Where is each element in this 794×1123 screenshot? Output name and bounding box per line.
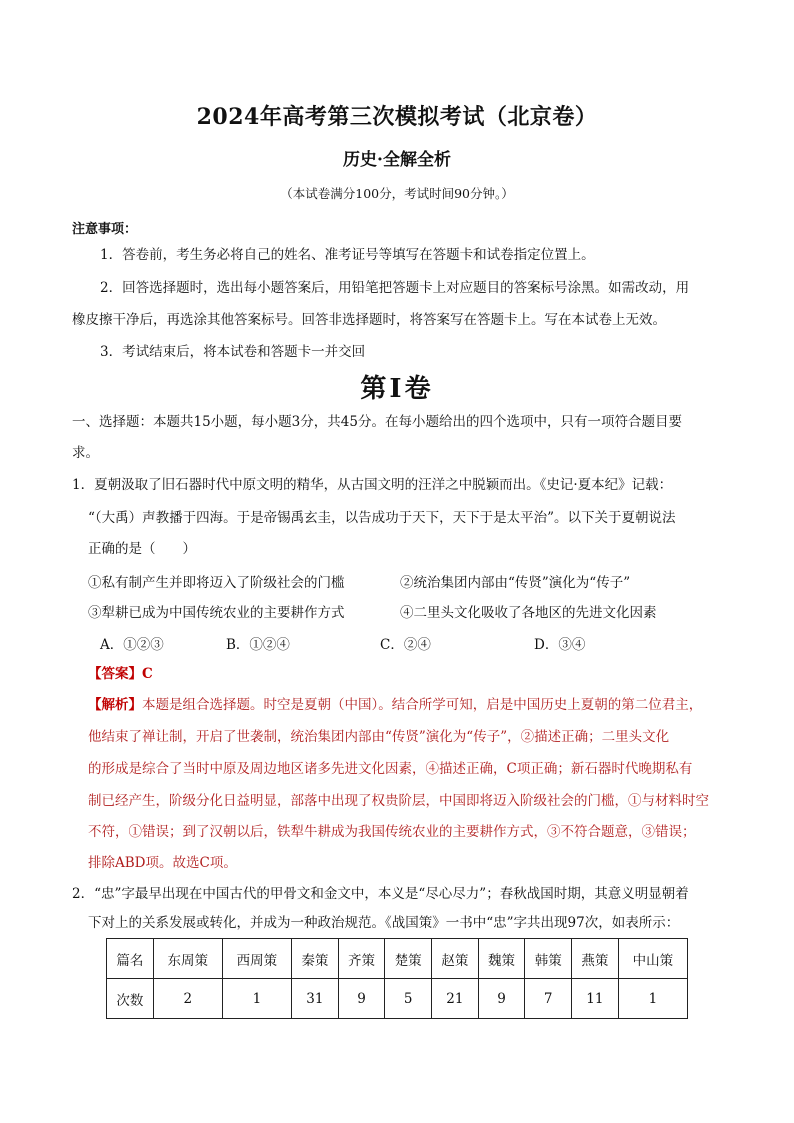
table-header-cell: 中山策: [618, 939, 687, 979]
question-2-stem: 下对上的关系发展或转化，并成为一种政治规范。《战国策》一书中“忠”字共出现97次，如表所示：: [88, 915, 680, 931]
table-header-cell: 魏策: [478, 939, 525, 979]
table-cell: 次数: [107, 979, 154, 1019]
section-intro: 求。: [72, 445, 99, 461]
notice-item: 1．答卷前，考生务必将自己的姓名、准考证号等填写在答题卡和试卷指定位置上。: [100, 247, 595, 263]
table-header-cell: 楚策: [385, 939, 432, 979]
table-cell: 1: [222, 979, 291, 1019]
question-1-stem: “（大禹）声教播于四海。于是帝锡禹玄圭，以告成功于天下，天下于是太平治”。以下关于夏朝说法: [88, 510, 676, 526]
page-title: 2024年高考第三次模拟考试（北京卷）: [196, 104, 598, 130]
table-header-cell: 东周策: [153, 939, 222, 979]
table-header-cell: 篇名: [107, 939, 154, 979]
analysis-line: 不符，①错误；到了汉朝以后，铁犁牛耕成为我国传统农业的主要耕作方式，③不符合题意，③错误；: [88, 824, 696, 840]
table-header-cell: 赵策: [432, 939, 479, 979]
statement-2: ②统治集团内部由“传贤”演化为“传子”: [400, 575, 631, 591]
answer-value: C: [142, 666, 153, 682]
analysis-line: 排除ABD项。故选C项。: [88, 855, 237, 871]
table-cell: 9: [338, 979, 385, 1019]
analysis-line: 的形成是综合了当时中原及周边地区诸多先进文化因素，④描述正确，C项正确；新石器时代晚期私有: [88, 761, 693, 777]
statement-1: ①私有制产生并即将迈入了阶级社会的门槛: [88, 575, 345, 591]
table-row: [107, 979, 688, 1019]
analysis-line: 制已经产生，阶级分化日益明显，部落中出现了权贵阶层，中国即将迈入阶级社会的门槛，①与材料时空: [88, 793, 709, 809]
table-header-cell: 韩策: [525, 939, 572, 979]
table-cell: 7: [525, 979, 572, 1019]
notice-item: 橡皮擦干净后，再选涂其他答案标号。回答非选择题时，将答案写在答题卡上。写在本试卷上无效。: [72, 312, 666, 328]
table-header-cell: 西周策: [222, 939, 291, 979]
statement-3: ③犁耕已成为中国传统农业的主要耕作方式: [88, 605, 345, 621]
answer-line: [88, 664, 153, 684]
table-cell: 2: [153, 979, 222, 1019]
answer-label: 【答案】: [88, 666, 142, 682]
table-header-cell: 燕策: [572, 939, 619, 979]
question-2-stem: 2．“忠”字最早出现在中国古代的甲骨文和金文中，本义是“尽心尽力”；春秋战国时期，其意义明显朝着: [72, 886, 689, 902]
table-cell: 11: [572, 979, 619, 1019]
table-cell: 1: [618, 979, 687, 1019]
section-intro: 一、选择题：本题共15小题，每小题3分，共45分。在每小题给出的四个选项中，只有一项符合题目要: [72, 414, 682, 430]
analysis-line: 他结束了禅让制，开启了世袭制，统治集团内部由“传贤”演化为“传子”，②描述正确；二里头文化: [88, 729, 670, 745]
table-cell: 31: [292, 979, 339, 1019]
notice-item: 2．回答选择题时，选出每小题答案后，用铅笔把答题卡上对应题目的答案标号涂黑。如需改动，用: [100, 280, 690, 296]
option-a: A．①②③: [100, 637, 164, 653]
question-1-stem: 1．夏朝汲取了旧石器时代中原文明的精华，从古国文明的汪洋之中脱颖而出。《史记·夏本纪》记载：: [72, 477, 673, 493]
question-1-stem: 正确的是（ ）: [88, 541, 196, 557]
notice-heading: 注意事项：: [72, 222, 138, 237]
page-subtitle: 历史·全解全析: [343, 150, 451, 170]
table-cell: 9: [478, 979, 525, 1019]
table-header-cell: 秦策: [292, 939, 339, 979]
analysis-line: [88, 695, 702, 715]
section-title: 第Ⅰ卷: [360, 374, 434, 404]
analysis-label: 【解析】: [88, 697, 142, 713]
exam-note: （本试卷满分100分，考试时间90分钟。）: [280, 186, 514, 201]
table-header-cell: 齐策: [338, 939, 385, 979]
statement-4: ④二里头文化吸收了各地区的先进文化因素: [400, 605, 657, 621]
analysis-text: 本题是组合选择题。时空是夏朝（中国）。结合所学可知，启是中国历史上夏朝的第二位君主，: [142, 697, 703, 713]
table-cell: 21: [432, 979, 479, 1019]
notice-item: 3．考试结束后，将本试卷和答题卡一并交回: [100, 344, 366, 360]
option-d: D．③④: [534, 637, 586, 653]
option-c: C．②④: [380, 637, 431, 653]
option-b: B．①②④: [226, 637, 290, 653]
table-cell: 5: [385, 979, 432, 1019]
table-header-row: [107, 939, 688, 979]
zhong-count-table: [106, 938, 688, 1019]
